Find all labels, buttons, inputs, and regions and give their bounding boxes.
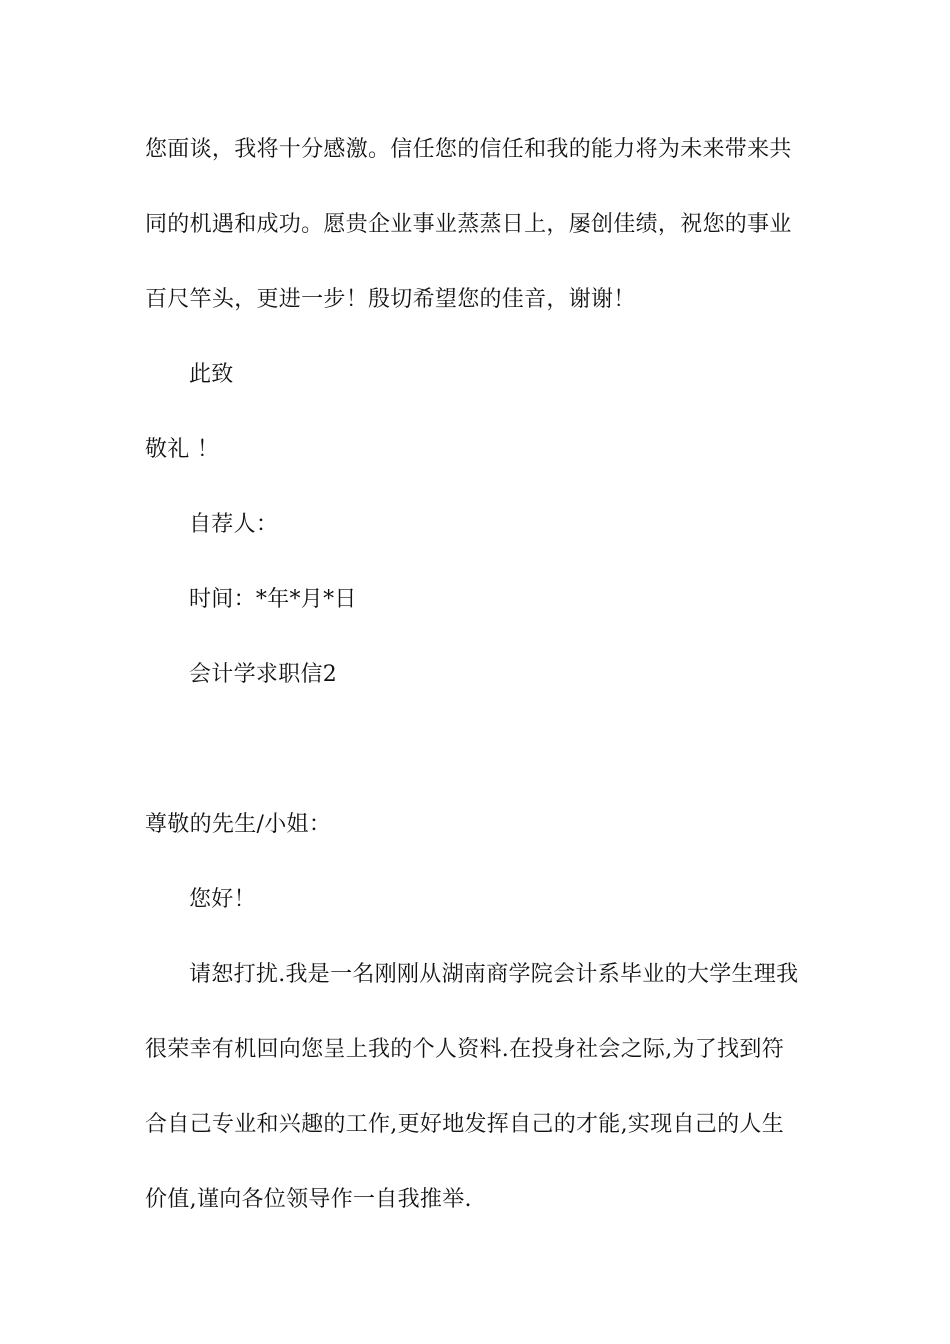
closing-salutation: 此致 xyxy=(189,362,234,387)
date-line: 时间：*年*月*日 xyxy=(189,587,357,612)
section-title: 会计学求职信2 xyxy=(189,662,338,687)
body-text-line: 您面谈，我将十分感激。信任您的信任和我的能力将为未来带来共 xyxy=(145,137,792,162)
greeting: 尊敬的先生/小姐： xyxy=(145,812,332,837)
body-text-line: 合自己专业和兴趣的工作,更好地发挥自己的才能,实现自己的人生 xyxy=(145,1112,784,1137)
body-text-line: 价值,谨向各位领导作一自我推举. xyxy=(145,1187,472,1212)
body-text-line: 很荣幸有机回向您呈上我的个人资料.在投身社会之际,为了找到符 xyxy=(145,1037,784,1062)
body-text-line: 同的机遇和成功。愿贵企业事业蒸蒸日上，屡创佳绩，祝您的事业 xyxy=(145,212,792,237)
closing-regards: 敬礼 ！ xyxy=(145,437,220,462)
signature-label: 自荐人： xyxy=(189,512,279,537)
greeting-hello: 您好！ xyxy=(189,887,256,912)
body-text-line: 请恕打扰.我是一名刚刚从湖南商学院会计系毕业的大学生理我 xyxy=(189,962,799,987)
body-text-line: 百尺竿头，更进一步！殷切希望您的佳音，谢谢！ xyxy=(145,287,636,312)
